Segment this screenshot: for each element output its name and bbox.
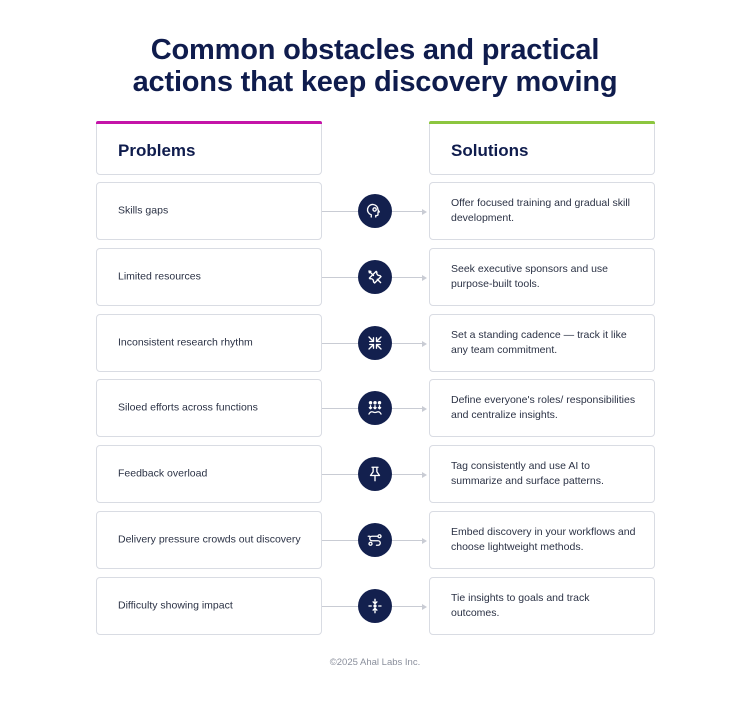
solution-text: Tag consistently and use AI to summarize and surface patterns. — [451, 460, 604, 487]
connector-line-left — [322, 408, 358, 409]
route-icon — [358, 523, 392, 557]
connector-arrowhead — [422, 341, 427, 347]
problem-card — [96, 577, 322, 635]
problem-card — [96, 182, 322, 240]
connector-line-left — [322, 211, 358, 212]
target-arrows-icon — [358, 589, 392, 623]
tools-icon — [358, 260, 392, 294]
problems-accent-bar — [96, 121, 322, 124]
solution-card — [429, 445, 655, 503]
problem-text: Limited resources — [118, 270, 201, 283]
solution-card — [429, 314, 655, 372]
connector-line-right — [392, 474, 422, 475]
pin-icon — [358, 457, 392, 491]
solution-text: Define everyone's roles/ responsibilities and centralize insights. — [451, 394, 636, 421]
connector-arrowhead — [422, 209, 427, 215]
solutions-accent-bar — [429, 121, 655, 124]
solution-card — [429, 248, 655, 306]
problem-text: Difficulty showing impact — [118, 599, 233, 612]
connector-arrowhead — [422, 472, 427, 478]
problem-card — [96, 314, 322, 372]
solutions-header-card — [429, 121, 655, 175]
connector-arrowhead — [422, 604, 427, 610]
solution-text: Tie insights to goals and track outcomes. — [451, 592, 590, 619]
solution-text: Offer focused training and gradual skill development. — [451, 197, 630, 224]
solution-card — [429, 182, 655, 240]
problem-text: Inconsistent research rhythm — [118, 336, 253, 349]
connector-arrowhead — [422, 406, 427, 412]
problem-card — [96, 379, 322, 437]
head-gear-icon — [358, 194, 392, 228]
connector-line-right — [392, 408, 422, 409]
problem-card — [96, 445, 322, 503]
solution-card — [429, 577, 655, 635]
connector-line-left — [322, 343, 358, 344]
problems-header-card — [96, 121, 322, 175]
solution-text: Seek executive sponsors and use purpose-built tools. — [451, 263, 609, 290]
solution-text: Embed discovery in your workflows and choose lightweight methods. — [451, 526, 636, 553]
connector-line-left — [322, 540, 358, 541]
problems-header: Problems — [118, 141, 196, 160]
connector-line-right — [392, 343, 422, 344]
problem-card — [96, 248, 322, 306]
solution-card — [429, 379, 655, 437]
connector-line-left — [322, 606, 358, 607]
collapse-arrows-icon — [358, 326, 392, 360]
connector-arrowhead — [422, 275, 427, 281]
problem-text: Skills gaps — [118, 204, 169, 217]
footer-copyright: ©2025 Ahal Labs Inc. — [329, 657, 421, 668]
solution-card — [429, 511, 655, 569]
connector-arrowhead — [422, 538, 427, 544]
connector-line-right — [392, 540, 422, 541]
problem-text: Siloed efforts across functions — [118, 401, 258, 414]
connector-line-right — [392, 277, 422, 278]
connector-line-right — [392, 211, 422, 212]
team-converge-icon — [358, 391, 392, 425]
page-title — [0, 34, 750, 98]
connector-line-left — [322, 277, 358, 278]
connector-line-right — [392, 606, 422, 607]
problem-text: Feedback overload — [118, 467, 208, 480]
title-line-2: actions that keep discovery moving — [132, 66, 618, 98]
problem-card — [96, 511, 322, 569]
solution-text: Set a standing cadence — track it like any team commitment. — [451, 329, 627, 356]
problem-text: Delivery pressure crowds out discovery — [118, 533, 301, 546]
title-line-1: Common obstacles and practical — [150, 34, 600, 66]
connector-line-left — [322, 474, 358, 475]
solutions-header: Solutions — [451, 141, 529, 160]
